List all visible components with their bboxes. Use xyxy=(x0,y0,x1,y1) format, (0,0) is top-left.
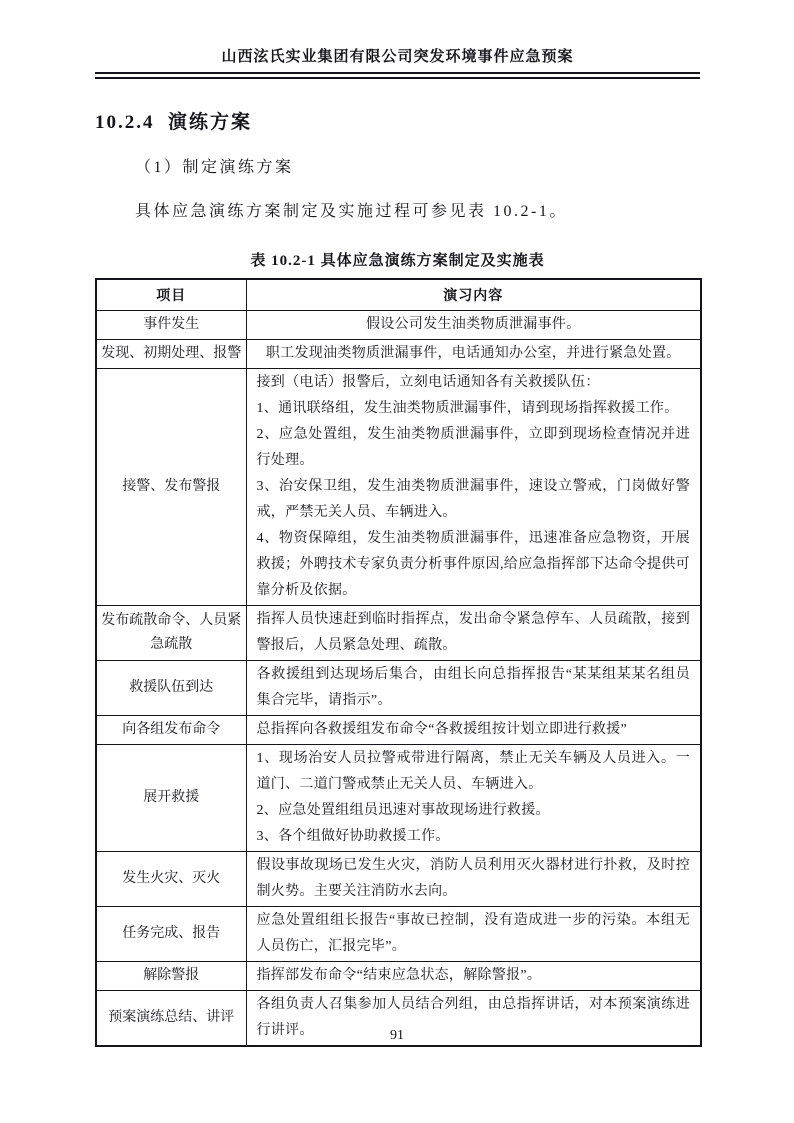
document-header xyxy=(95,48,700,79)
table-row xyxy=(96,962,701,991)
content-paragraph: 接到（电话）报警后，立刻电话通知各有关救援队伍： xyxy=(256,375,600,390)
content-paragraph: 3、各个组做好协助救援工作。 xyxy=(256,829,450,844)
content-paragraph: 应急处置组组长报告“事故已控制，没有造成进一步的污染。本组无人员伤亡，汇报完毕”。 xyxy=(256,913,690,954)
row-content xyxy=(246,852,701,907)
table-row xyxy=(96,340,701,369)
row-content xyxy=(246,311,701,340)
table-row xyxy=(96,716,701,745)
row-item-label: 预案演练总结、讲评 xyxy=(96,991,246,1047)
column-header-item: 项目 xyxy=(96,279,246,311)
row-item-label: 事件发生 xyxy=(96,311,246,340)
row-item-label: 救援队伍到达 xyxy=(96,661,246,716)
content-paragraph: 4、物资保障组，发生油类物质泄漏事件，迅速准备应急物资，开展救援；外聘技术专家负责分析事件原因,给应急指挥部下达命令提供可靠分析及依据。 xyxy=(256,531,690,598)
drill-plan-table xyxy=(95,278,702,1047)
table-row xyxy=(96,852,701,907)
row-item-label: 发布疏散命令、人员紧急疏散 xyxy=(96,606,246,661)
table-row xyxy=(96,661,701,716)
row-content xyxy=(246,606,701,661)
content-paragraph: 各组负责人召集参加人员结合列组，由总指挥讲话，对本预案演练进行讲评。 xyxy=(256,997,690,1038)
page-number: 91 xyxy=(390,1028,404,1043)
table-row xyxy=(96,907,701,962)
table-caption: 表 10.2-1 具体应急演练方案制定及实施表 xyxy=(250,253,545,269)
content-paragraph: 假设事故现场已发生火灾，消防人员利用灭火器材进行扑救，及时控制火势。主要关注消防水去向。 xyxy=(256,858,690,899)
list-item-make-plan: （1）制定演练方案 xyxy=(135,159,294,176)
row-content xyxy=(246,745,701,852)
row-item-label: 任务完成、报告 xyxy=(96,907,246,962)
row-content xyxy=(246,340,701,369)
table-header-row xyxy=(96,279,701,311)
table-row xyxy=(96,606,701,661)
row-item-label: 向各组发布命令 xyxy=(96,716,246,745)
row-content xyxy=(246,716,701,745)
content-paragraph: 1、通讯联络组，发生油类物质泄漏事件，请到现场指挥救援工作。 xyxy=(256,401,679,416)
row-content xyxy=(246,369,701,606)
table-row xyxy=(96,369,701,606)
content-paragraph: 3、治安保卫组，发生油类物质泄漏事件，速设立警戒，门岗做好警戒，严禁无关人员、车辆进入。 xyxy=(256,479,690,520)
content-paragraph: 总指挥向各救援组发布命令“各救援组按计划立即进行救援” xyxy=(256,722,628,737)
row-item-label: 接警、发布警报 xyxy=(96,369,246,606)
header-title: 山西泫氏实业集团有限公司突发环境事件应急预案 xyxy=(221,49,574,65)
row-item-label: 发生火灾、灭火 xyxy=(96,852,246,907)
column-header-content: 演习内容 xyxy=(246,279,701,311)
table-body xyxy=(96,311,701,1047)
table-row xyxy=(96,745,701,852)
header-double-rule xyxy=(95,72,700,79)
content-paragraph: 1、现场治安人员拉警戒带进行隔离，禁止无关车辆及人员进入。一道门、二道门警戒禁止无关人员、车辆进入。 xyxy=(256,751,690,792)
content-paragraph: 指挥部发布命令“结束应急状态，解除警报”。 xyxy=(256,968,542,983)
content-paragraph: 2、应急处置组组员迅速对事故现场进行救援。 xyxy=(256,803,550,818)
content-paragraph: 各救援组到达现场后集合，由组长向总指挥报告“某某组某某名组员集合完毕，请指示”。 xyxy=(256,667,690,708)
section-heading: 10.2.4 演练方案 xyxy=(95,112,253,133)
content-paragraph: 指挥人员快速赶到临时指挥点，发出命令紧急停车、人员疏散，接到警报后，人员紧急处理、疏散。 xyxy=(256,612,690,653)
content-paragraph: 假设公司发生油类物质泄漏事件。 xyxy=(366,317,581,332)
intro-paragraph: 具体应急演练方案制定及实施过程可参见表 10.2-1。 xyxy=(135,203,568,220)
table-row xyxy=(96,311,701,340)
row-item-label: 展开救援 xyxy=(96,745,246,852)
row-content xyxy=(246,962,701,991)
row-item-label: 解除警报 xyxy=(96,962,246,991)
table-header xyxy=(96,279,701,311)
row-item-label: 发现、初期处理、报警 xyxy=(96,340,246,369)
row-content xyxy=(246,907,701,962)
row-content xyxy=(246,661,701,716)
content-paragraph: 2、应急处置组，发生油类物质泄漏事件，立即到现场检查情况并进行处理。 xyxy=(256,427,690,468)
content-paragraph: 职工发现油类物质泄漏事件，电话通知办公室，并进行紧急处置。 xyxy=(265,346,681,361)
